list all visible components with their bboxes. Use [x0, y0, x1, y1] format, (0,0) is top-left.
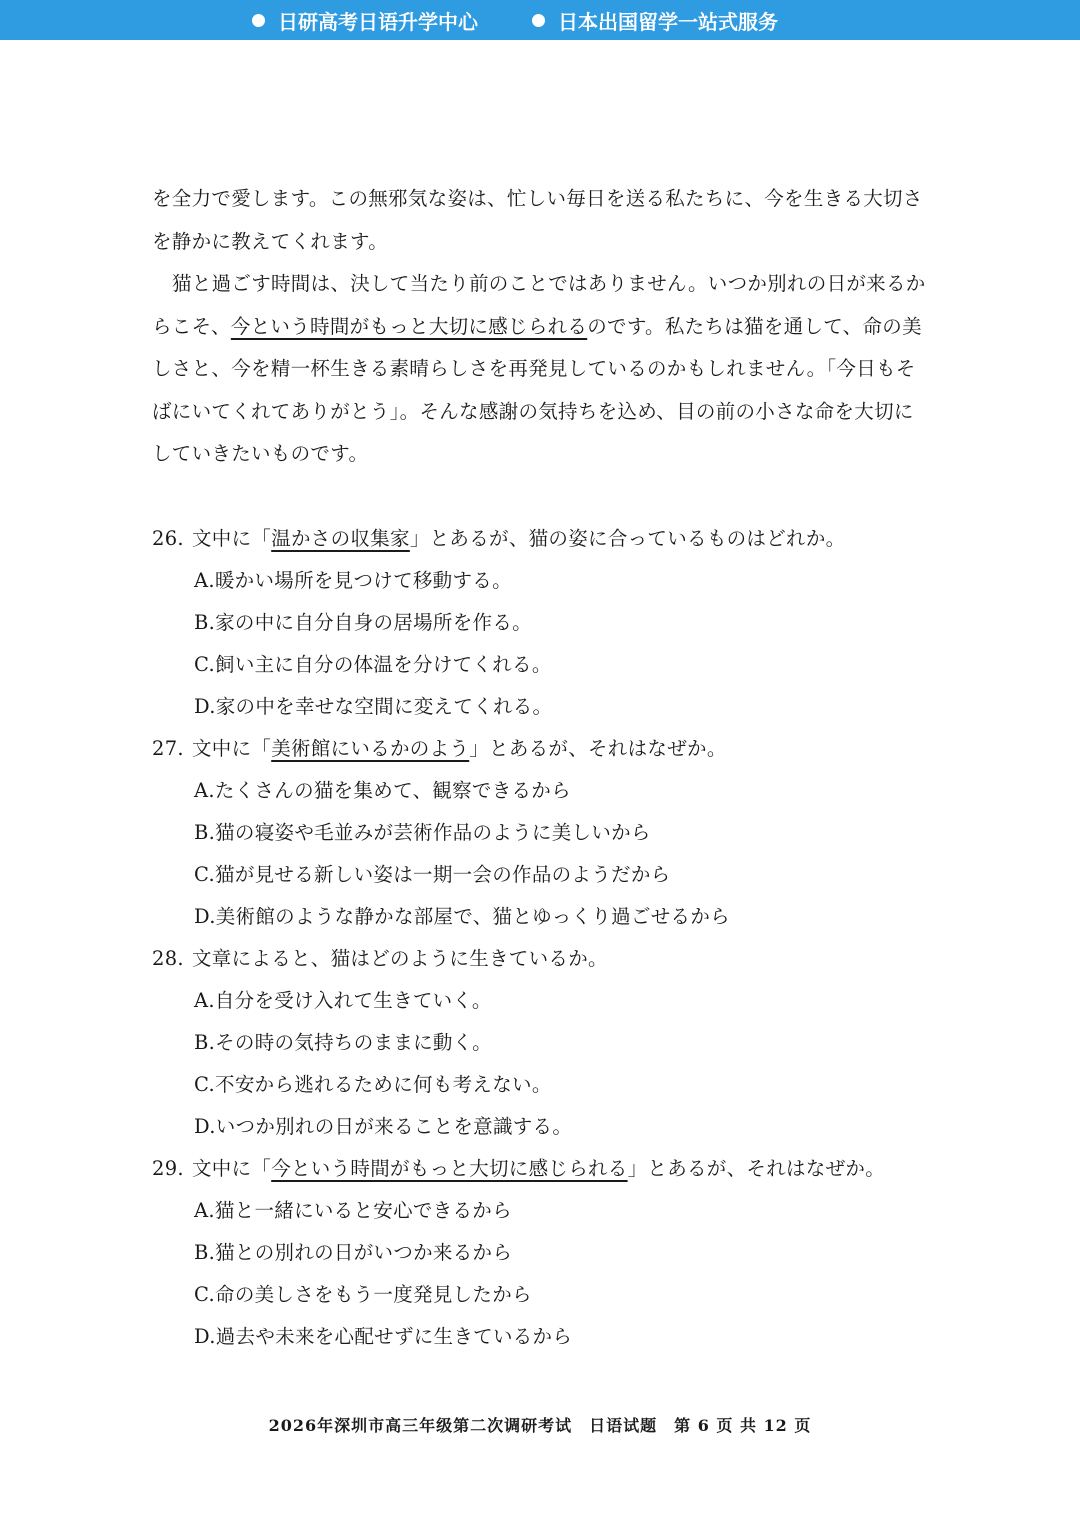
option-c: C.不安から逃れるために何も考えない。 — [194, 1072, 552, 1096]
question-stem — [152, 938, 952, 980]
option-d: D.家の中を幸せな空間に変えてくれる。 — [194, 694, 553, 718]
stem-text: 文章によると、猫はどのように生きているか。 — [192, 946, 608, 970]
underlined-quote: 温かさの収集家 — [271, 526, 410, 550]
stem-text: 」とあるが、それはなぜか。 — [469, 736, 727, 760]
option-c: C.飼い主に自分の体温を分けてくれる。 — [194, 652, 552, 676]
question-number: 28. — [152, 946, 184, 970]
underlined-quote: 美術館にいるかのよう — [271, 736, 470, 760]
question-29 — [152, 1148, 952, 1358]
stem-text: 文中に「 — [192, 736, 272, 760]
option-b: B.家の中に自分自身の居場所を作る。 — [194, 610, 532, 634]
page-footer: 2026年深圳市高三年级第二次调研考试 日语试题 第 6 页 共 12 页 — [268, 1416, 812, 1435]
option-b: B.猫との別れの日がいつか来るから — [194, 1240, 513, 1264]
passage-line: を全力で愛します。この無邪気な姿は、忙しい毎日を送る私たちに、今を生きる大切さ — [152, 187, 923, 210]
passage-text: のです。私たちは猫を通して、命の美 — [587, 314, 922, 338]
option-d: D.過去や未来を心配せずに生きているから — [194, 1324, 573, 1348]
question-27 — [152, 728, 952, 938]
stem-text: 」とあるが、猫の姿に合っているものはどれか。 — [409, 526, 846, 550]
option-c: C.猫が見せる新しい姿は一期一会の作品のようだから — [194, 862, 671, 886]
bullet-dot-icon — [532, 14, 545, 27]
underlined-phrase: 今という時間がもっと大切に感じられる — [230, 314, 588, 338]
option-a: A.暖かい場所を見つけて移動する。 — [194, 568, 512, 592]
passage-line: 猫と過ごす時間は、決して当たり前のことではありません。いつか別れの日が来るか — [172, 272, 926, 295]
underlined-quote: 今という時間がもっと大切に感じられる — [271, 1156, 628, 1180]
question-number: 27. — [152, 736, 184, 760]
option-a: A.たくさんの猫を集めて、観察できるから — [194, 778, 571, 802]
question-number: 29. — [152, 1156, 184, 1180]
bullet-dot-icon — [252, 14, 265, 27]
option-b: B.猫の寝姿や毛並みが芸術作品のように美しいから — [194, 820, 651, 844]
question-28 — [152, 938, 952, 1148]
banner-text-2: 日本出国留学一站式服务 — [558, 9, 778, 34]
option-b: B.その時の気持ちのままに動く。 — [194, 1030, 492, 1054]
question-stem — [152, 728, 952, 770]
question-stem — [152, 1148, 952, 1190]
passage — [152, 178, 952, 476]
stem-text: 」とあるが、それはなぜか。 — [627, 1156, 886, 1180]
option-d: D.いつか別れの日が来ることを意識する。 — [194, 1114, 573, 1138]
top-banner — [0, 0, 1080, 40]
passage-line: ばにいてくれてありがとう」。そんな感謝の気持ちを込め、目の前の小さな命を大切に — [152, 399, 914, 423]
option-c: C.命の美しさをもう一度発見したから — [194, 1282, 532, 1306]
passage-line: していきたいものです。 — [152, 442, 369, 465]
passage-text: らこそ、 — [152, 314, 231, 338]
option-d: D.美術館のような静かな部屋で、猫とゆっくり過ごせるから — [194, 904, 730, 928]
option-a: A.猫と一緒にいると安心できるから — [194, 1198, 512, 1222]
banner-text-1: 日研高考日语升学中心 — [278, 9, 478, 34]
banner-item-2 — [532, 0, 778, 40]
document-page — [152, 178, 952, 1358]
question-number: 26. — [152, 526, 184, 550]
passage-line: しさと、今を精一杯生きる素晴らしさを再発見しているのかもしれません。「今日もそ — [152, 357, 916, 380]
passage-line: を静かに教えてくれます。 — [152, 229, 389, 253]
stem-text: 文中に「 — [192, 1156, 272, 1180]
passage-line — [152, 306, 952, 349]
banner-item-1 — [252, 0, 478, 40]
stem-text: 文中に「 — [192, 526, 272, 550]
question-stem — [152, 518, 952, 560]
question-26 — [152, 518, 952, 728]
option-a: A.自分を受け入れて生きていく。 — [194, 988, 492, 1012]
spacer — [152, 476, 952, 518]
